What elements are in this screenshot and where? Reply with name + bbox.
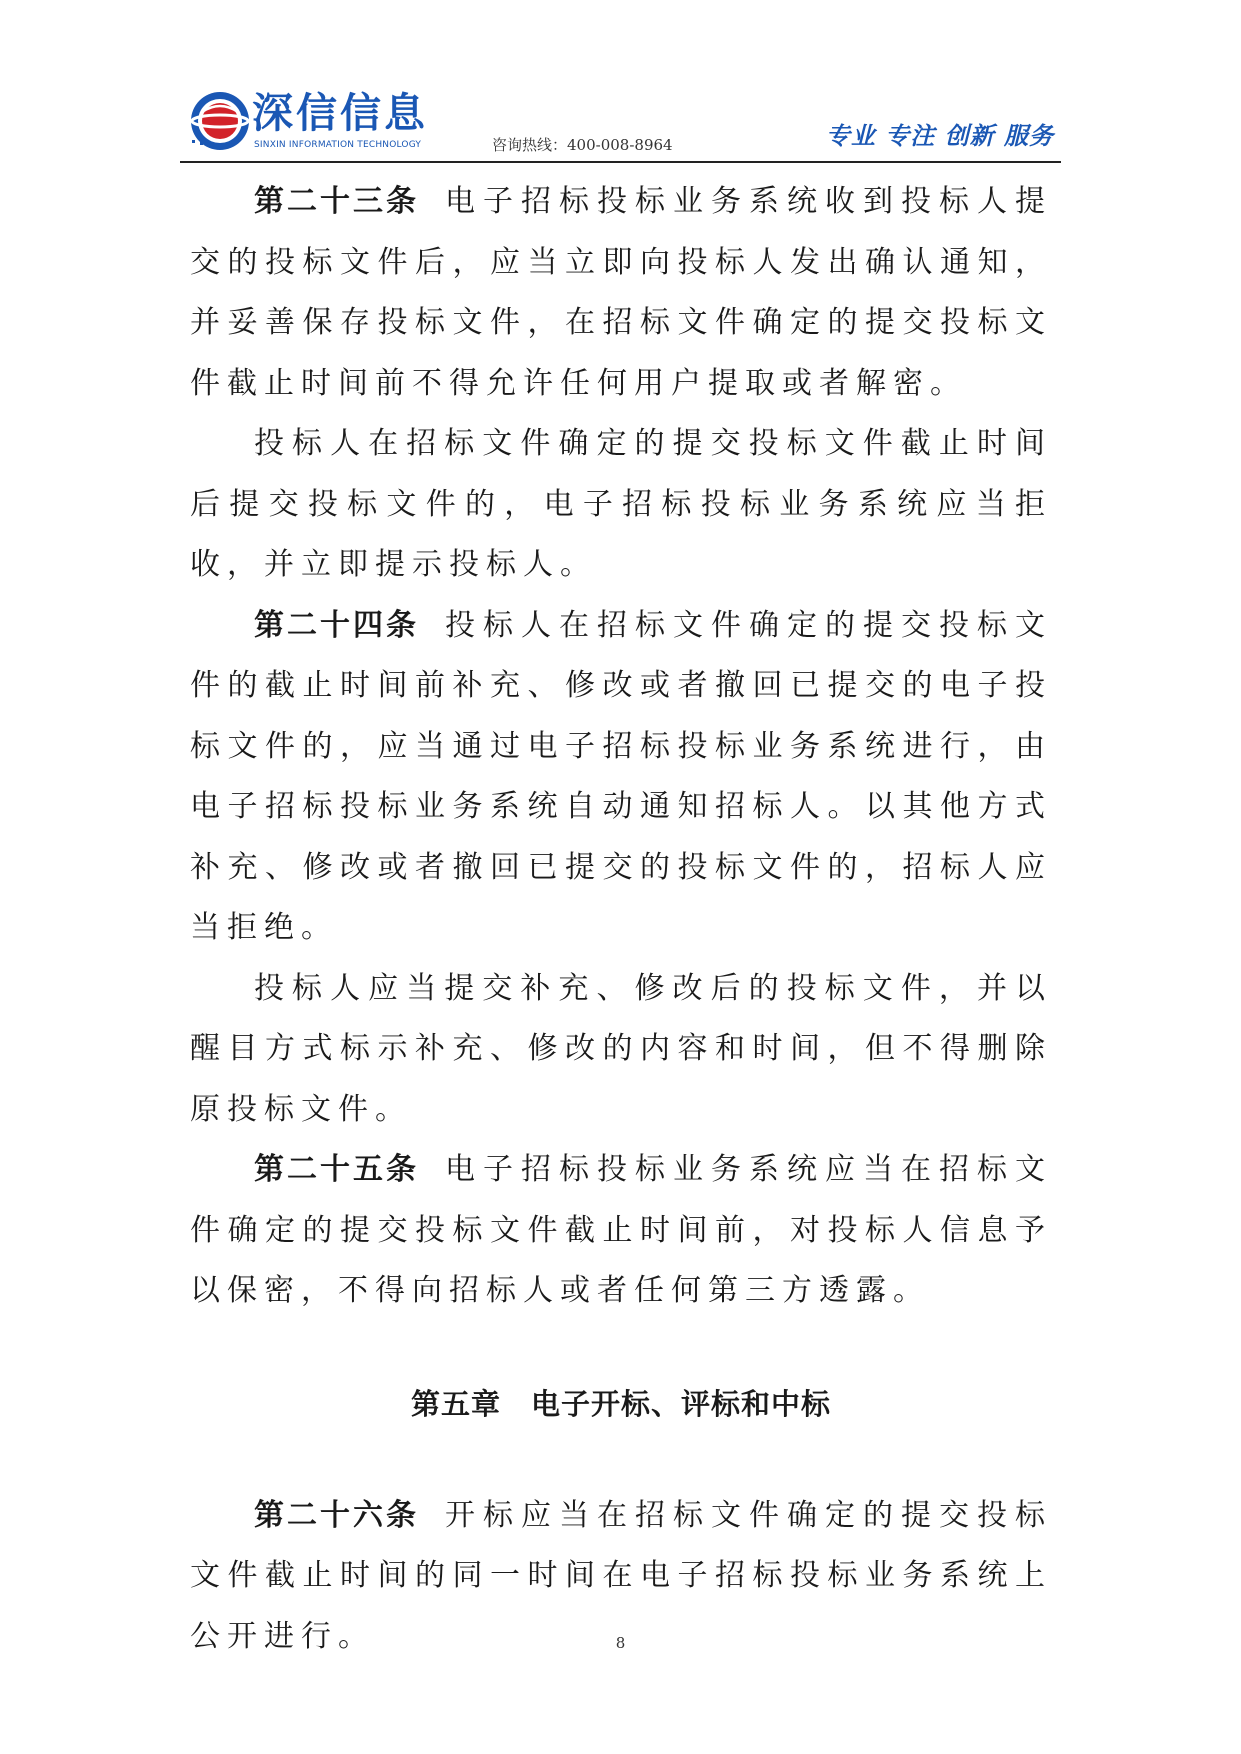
paragraph-text: 投标人在招标文件确定的提交投标文件截止时间后提交投标文件的，电子招标投标业务系统应当拒收，并立即提示投标人。 (190, 426, 1052, 582)
company-logo (188, 90, 448, 152)
slogan-text: 专业 专注 创新 服务 (825, 122, 1054, 150)
chapter-title: 电子开标、评标和中标 (531, 1386, 832, 1421)
document-body (190, 172, 1052, 1667)
chapter-heading (190, 1322, 1052, 1486)
globe-logo-icon (188, 90, 254, 152)
chapter-number: 第五章 (410, 1386, 501, 1421)
paragraph-article-25 (190, 1140, 1052, 1322)
paragraph (190, 414, 1052, 596)
page-header (180, 82, 1060, 160)
paragraph-article-23 (190, 172, 1052, 414)
paragraph-article-24 (190, 596, 1052, 959)
logo-subtitle: SINXIN INFORMATION TECHNOLOGY (254, 140, 422, 150)
paragraph-text: 电子招标投标业务系统应当在招标文件确定的提交投标文件截止时间前，对投标人信息予以保密，不得向招标人或者任何第三方透露。 (190, 1152, 1052, 1308)
header-divider (180, 161, 1061, 163)
paragraph-text: 投标人应当提交补充、修改后的投标文件，并以醒目方式标示补充、修改的内容和时间，但不得删除原投标文件。 (190, 970, 1052, 1127)
article-number: 第二十五条 (254, 1152, 419, 1187)
paragraph-text: 开标应当在招标文件确定的提交投标文件截止时间的同一时间在电子招标投标业务系统上公开进行。 (190, 1497, 1052, 1654)
paragraph-text: 投标人在招标文件确定的提交投标文件的截止时间前补充、修改或者撤回已提交的电子投标文件的，应当通过电子招标投标业务系统进行，由电子招标投标业务系统自动通知招标人。以其他方式补充、修改或者撤回已提交的投标文件的，招标人应当拒绝。 (190, 607, 1052, 945)
article-number: 第二十六条 (254, 1497, 419, 1533)
paragraph-text: 电子招标投标业务系统收到投标人提交的投标文件后，应当立即向投标人发出确认通知，并妥善保存投标文件，在招标文件确定的提交投标文件截止时间前不得允许任何用户提取或者解密。 (190, 184, 1052, 401)
logo-text: 深信信息 (252, 89, 428, 137)
article-number: 第二十四条 (254, 607, 419, 643)
article-number: 第二十三条 (254, 184, 419, 219)
page-number: 8 (615, 1634, 626, 1652)
hotline-text: 咨询热线：400-008-8964 (492, 136, 673, 154)
paragraph (190, 959, 1052, 1141)
